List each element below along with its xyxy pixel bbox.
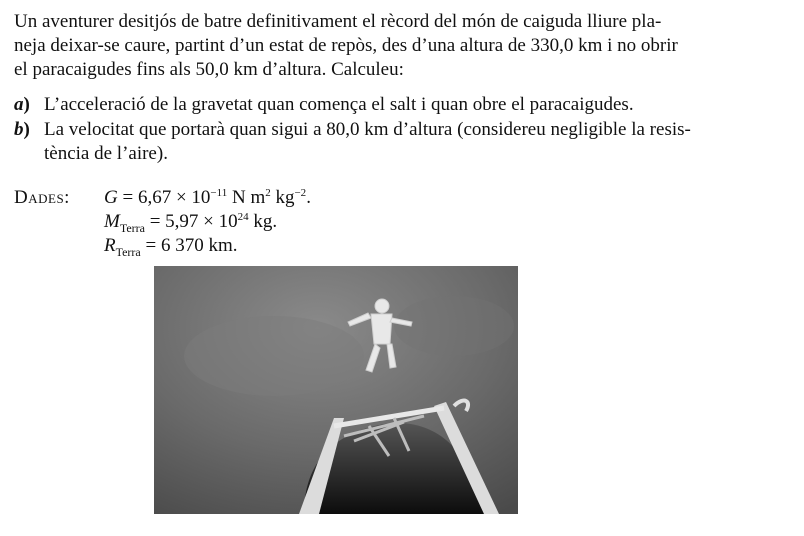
data-gravitational-constant: $G = 6,67 \times 10^{-11}$ N $m^2$ $kg^{-2}$.	[104, 187, 311, 208]
question-a-text: L’acceleració de la gravetat quan comença el salt i quan obre el paracaigudes.	[44, 94, 634, 115]
statement-line-3: el paracaigudes fins als 50,0 km d’altura. Calculeu:	[14, 59, 404, 80]
question-b-text	[44, 118, 790, 166]
skydiver-photo	[154, 266, 518, 514]
data-earth-mass: $M_{Terra} = 5,97 \times 10^{24}$ kg.	[104, 211, 278, 235]
question-b-label: b)	[14, 119, 30, 140]
problem-statement	[14, 10, 790, 82]
statement-line-1: Un aventurer desitjós de batre definitivament el rècord del món de caiguda lliure pla-	[14, 11, 662, 32]
question-a-label: a)	[14, 94, 30, 115]
question-b-line-2: tència de l’aire).	[44, 143, 168, 164]
data-label: Dades:	[14, 187, 70, 208]
statement-line-2: neja deixar-se caure, partint d’un estat de repòs, des d’una altura de 330,0 km i no obrir	[14, 35, 678, 56]
question-b-line-1: La velocitat que portarà quan sigui a 80,0 km d’altura (considereu negligible la resis-	[44, 119, 691, 140]
data-earth-radius: $R_{Terra} = 6$ 370 km.	[104, 235, 238, 259]
skydiver-photo-graphic	[154, 266, 518, 514]
